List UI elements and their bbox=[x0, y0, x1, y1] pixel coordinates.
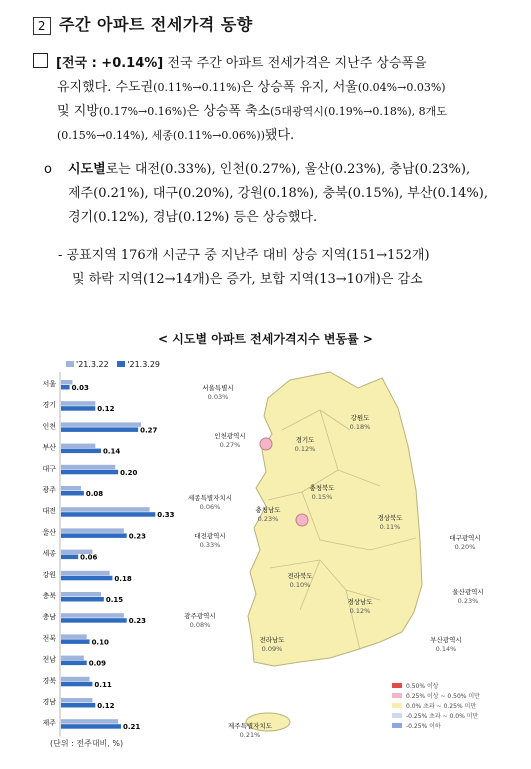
summary-text: (0.15%→0.14%), 세종(0.11%→0.06%)) bbox=[57, 129, 265, 142]
unit-note: (단위 : 전주대비, %) bbox=[50, 739, 124, 748]
map-region-name: 전라남도 bbox=[259, 636, 285, 644]
bar-prev bbox=[61, 401, 95, 406]
sub-text: 및 하락 지역(12→14개)은 증가, 보합 지역(13→10개)은 감소 bbox=[72, 272, 423, 287]
map-region-value: 0.21% bbox=[239, 731, 261, 739]
map-legend-item bbox=[392, 692, 480, 702]
data-label: 0.12 bbox=[97, 702, 115, 710]
map-region-name: 서울특별시 bbox=[202, 384, 234, 392]
map-legend-item bbox=[392, 682, 480, 692]
map-region-name: 충청북도 bbox=[309, 484, 335, 492]
bar-curr bbox=[61, 406, 95, 411]
bar-prev bbox=[61, 677, 90, 682]
map-region-name: 광주광역시 bbox=[184, 612, 216, 620]
map-region-name: 대구광역시 bbox=[449, 534, 481, 542]
bar-prev bbox=[61, 528, 124, 533]
data-label: 0.21 bbox=[123, 723, 141, 732]
bar-prev bbox=[61, 507, 150, 512]
category-label: 대전 bbox=[42, 507, 56, 516]
category-label: 전남 bbox=[42, 655, 56, 664]
summary-text: (5대광역시(0.19%→0.18%), 8개도 bbox=[270, 105, 447, 118]
bar-prev bbox=[61, 465, 115, 470]
map-legend-label: 0.50% 이상 bbox=[406, 683, 439, 690]
map-region-name: 충청남도 bbox=[255, 506, 281, 514]
map-region-value: 0.09% bbox=[261, 645, 283, 653]
data-label: 0.08 bbox=[85, 490, 104, 498]
sub-text: - 공표지역 176개 시군구 중 지난주 대비 상승 지역(151→152개) bbox=[58, 248, 430, 263]
bar-prev bbox=[61, 613, 124, 618]
map-region-name: 부산광역시 bbox=[430, 636, 462, 644]
category-label: 세종 bbox=[42, 549, 56, 558]
summary-text: 은 상승폭 축소 bbox=[186, 104, 271, 119]
bullet-text: 로는 대전(0.33%), 인천(0.27%), 울산(0.23%), 충남(0.23%), bbox=[105, 162, 471, 177]
summary-text: 전국 주간 아파트 전세가격은 지난주 상승폭을 bbox=[167, 56, 427, 71]
bar-curr bbox=[61, 385, 70, 390]
bar-prev bbox=[61, 444, 95, 449]
bar-prev bbox=[61, 592, 101, 597]
bar-curr bbox=[61, 427, 138, 432]
data-label: 0.23 bbox=[128, 532, 146, 541]
checkbox-square-icon bbox=[33, 53, 48, 68]
category-label: 인천 bbox=[42, 422, 56, 431]
bar-curr bbox=[61, 449, 101, 454]
section-number: 2 bbox=[33, 17, 51, 35]
map-region-value: 0.15% bbox=[311, 493, 333, 501]
data-label: 0.15 bbox=[105, 596, 124, 604]
summary-text: 유지했다. 수도권 bbox=[57, 80, 154, 95]
section-title bbox=[33, 12, 253, 35]
bar-curr bbox=[61, 724, 121, 729]
data-label: 0.23 bbox=[128, 617, 146, 626]
data-label: 0.10 bbox=[91, 638, 109, 647]
category-label: 울산 bbox=[42, 528, 56, 537]
section-title-text: 주간 아파트 전세가격 동향 bbox=[59, 15, 253, 34]
map-region-value: 0.08% bbox=[189, 621, 211, 629]
map-region-name: 울산광역시 bbox=[452, 588, 484, 596]
data-label: 0.06 bbox=[80, 553, 98, 562]
map-region-value: 0.11% bbox=[379, 523, 401, 531]
category-label: 전북 bbox=[42, 634, 56, 643]
data-label: 0.27 bbox=[140, 426, 158, 435]
bar-prev bbox=[61, 719, 118, 724]
map-legend-label: 0.0% 초과 ~ 0.25% 미만 bbox=[406, 703, 477, 710]
category-label: 충남 bbox=[42, 613, 56, 622]
daejeon-marker bbox=[296, 514, 308, 526]
bar-prev bbox=[61, 698, 92, 703]
summary-text: (0.04%→0.03%) bbox=[357, 81, 446, 94]
summary-lead: [전국 : +0.14%] bbox=[56, 56, 164, 71]
map-legend-item bbox=[392, 702, 480, 712]
bar-curr bbox=[61, 533, 127, 538]
category-label: 부산 bbox=[42, 443, 56, 452]
map-region-name: 제주특별자치도 bbox=[228, 722, 272, 730]
summary-text: (0.11%→0.11%) bbox=[153, 81, 241, 94]
legend-label-prev: '21.3.22 bbox=[76, 360, 109, 369]
category-label: 대구 bbox=[42, 464, 56, 473]
data-label: 0.03 bbox=[71, 384, 89, 392]
bar-prev bbox=[61, 634, 87, 639]
category-label: 서울 bbox=[42, 380, 56, 388]
map-region-value: 0.12% bbox=[349, 607, 371, 615]
category-label: 경북 bbox=[42, 676, 56, 685]
map-legend-item bbox=[392, 722, 480, 732]
data-label: 0.20 bbox=[120, 468, 138, 477]
bar-prev bbox=[61, 486, 81, 491]
incheon-marker bbox=[260, 438, 272, 450]
bar-prev bbox=[61, 571, 110, 576]
bar-curr bbox=[61, 470, 118, 475]
bar-curr bbox=[61, 555, 78, 560]
map-legend-label: -0.25% 이하 bbox=[406, 723, 441, 730]
map-region-name: 전라북도 bbox=[287, 572, 313, 580]
map-region-value: 0.27% bbox=[219, 441, 241, 449]
legend-swatch-curr bbox=[117, 361, 125, 367]
data-label: 0.09 bbox=[88, 659, 106, 668]
map-region-name: 경상북도 bbox=[377, 514, 403, 522]
map-legend bbox=[392, 682, 480, 732]
bullet-text: 제주(0.21%), 대구(0.20%), 강원(0.18%), 충북(0.15%), 부산(0.14%), bbox=[68, 186, 488, 201]
map-legend-label: -0.25% 초과 ~ 0.0% 미만 bbox=[406, 713, 479, 720]
map-region-name: 경상남도 bbox=[347, 598, 373, 606]
map-region-value: 0.18% bbox=[349, 423, 371, 431]
category-label: 경기 bbox=[42, 401, 56, 410]
data-label: 0.12 bbox=[97, 405, 115, 414]
legend-label-curr: '21.3.29 bbox=[127, 360, 161, 369]
bar-curr bbox=[61, 597, 104, 602]
map-region-value: 0.03% bbox=[207, 393, 229, 401]
map-region-value: 0.14% bbox=[435, 645, 457, 653]
bar-curr bbox=[61, 491, 84, 496]
map-region-name: 인천광역시 bbox=[214, 432, 246, 440]
category-label: 광주 bbox=[42, 486, 56, 494]
bar-prev bbox=[61, 656, 84, 661]
bar-curr bbox=[61, 512, 155, 517]
bar-curr bbox=[61, 682, 92, 687]
map-region-value: 0.10% bbox=[289, 581, 311, 589]
summary-text: 됐다. bbox=[264, 128, 295, 143]
map-region-value: 0.06% bbox=[199, 503, 221, 511]
bullet-marker: o bbox=[44, 162, 52, 177]
map-region-value: 0.20% bbox=[454, 543, 476, 551]
map-region-value: 0.23% bbox=[457, 597, 479, 605]
map-region-value: 0.33% bbox=[199, 541, 221, 549]
bar-curr bbox=[61, 661, 87, 666]
map-region-name: 대전광역시 bbox=[194, 532, 226, 540]
sub-paragraph bbox=[58, 244, 508, 292]
category-label: 충북 bbox=[42, 592, 56, 600]
bullet-bold: 시도별 bbox=[68, 162, 106, 177]
category-label: 경남 bbox=[42, 698, 56, 706]
category-label: 강원 bbox=[42, 570, 56, 579]
bar-prev bbox=[61, 422, 141, 427]
map-region-value: 0.12% bbox=[294, 445, 316, 453]
summary-text: 및 지방 bbox=[57, 104, 99, 119]
chart-legend bbox=[60, 360, 160, 369]
data-label: 0.33 bbox=[157, 511, 175, 520]
legend-swatch-prev bbox=[66, 361, 74, 367]
map-legend-item bbox=[392, 712, 480, 722]
map-region-name: 강원도 bbox=[350, 414, 370, 422]
summary-paragraph bbox=[33, 52, 503, 148]
bar-chart bbox=[28, 372, 175, 734]
summary-text: 은 상승폭 유지, 서울 bbox=[240, 80, 358, 95]
data-label: 0.11 bbox=[94, 680, 112, 689]
data-label: 0.14 bbox=[103, 447, 121, 456]
bar-curr bbox=[61, 576, 112, 581]
map-legend-label: 0.25% 이상 ~ 0.50% 미만 bbox=[406, 693, 480, 700]
figure-title: < 시도별 아파트 전세가격지수 변동률 > bbox=[158, 332, 373, 346]
bullet-paragraph bbox=[44, 158, 504, 230]
bar-curr bbox=[61, 639, 90, 644]
bar-curr bbox=[61, 703, 95, 708]
category-label: 제주 bbox=[42, 719, 56, 728]
map-region-name: 세종특별자치시 bbox=[188, 494, 232, 502]
bar-curr bbox=[61, 618, 127, 623]
map-region-value: 0.23% bbox=[257, 515, 279, 523]
data-label: 0.18 bbox=[114, 574, 132, 583]
bullet-text: 경기(0.12%), 경남(0.12%) 등은 상승했다. bbox=[68, 210, 318, 225]
map-region-name: 경기도 bbox=[295, 436, 315, 444]
summary-text: (0.17%→0.16%) bbox=[98, 105, 187, 118]
